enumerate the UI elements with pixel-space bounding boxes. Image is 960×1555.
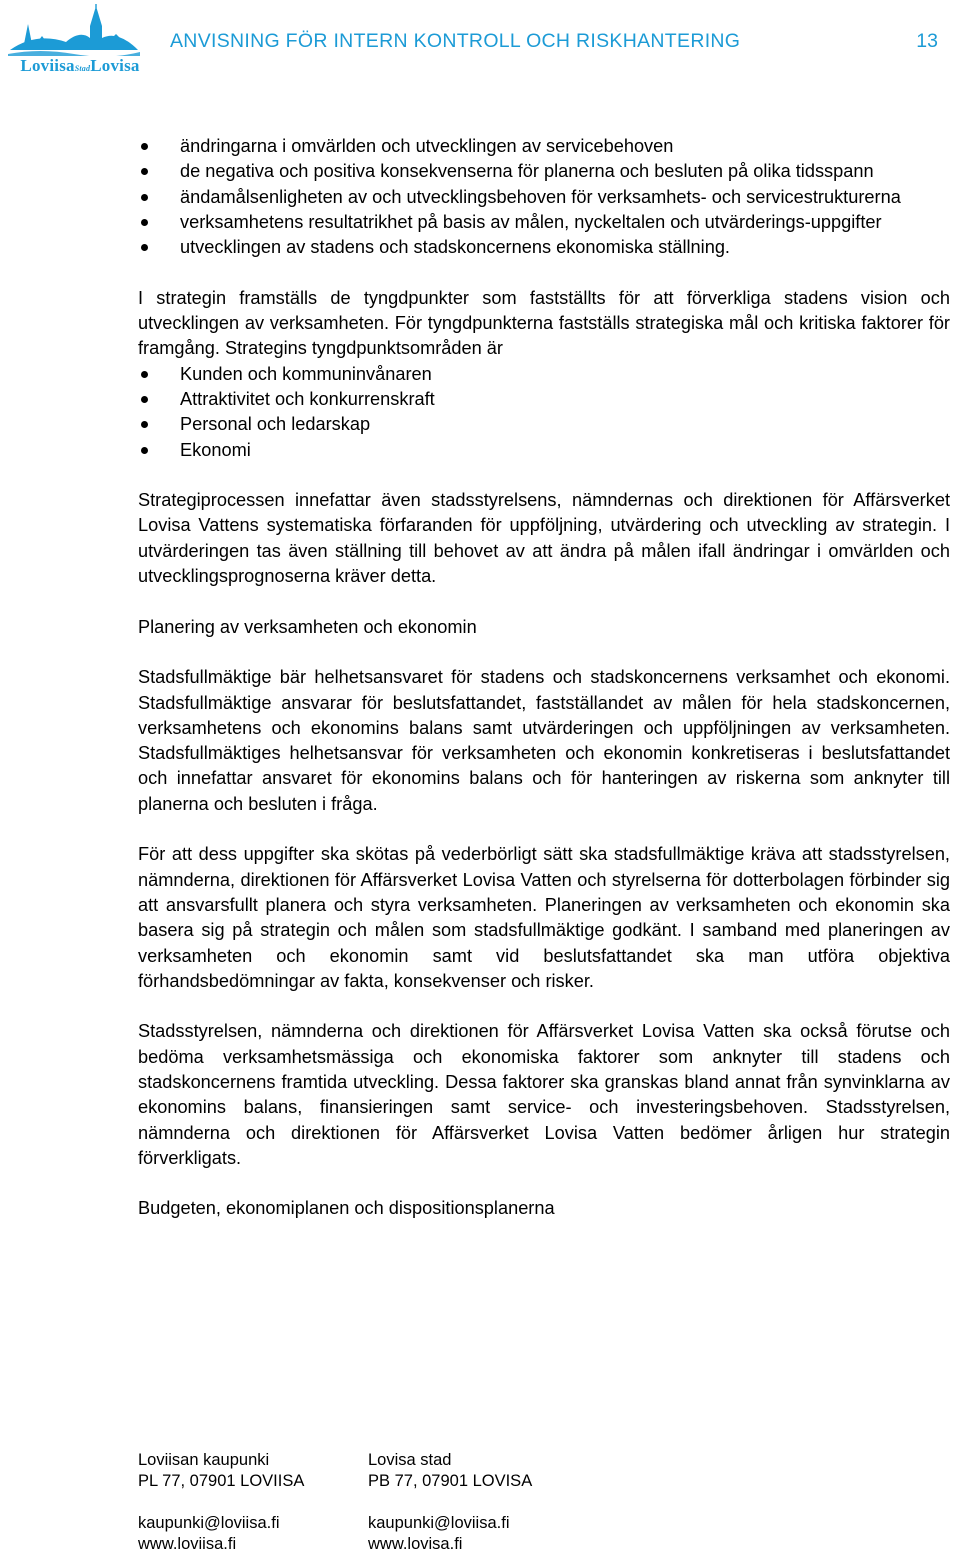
paragraph-strategy: I strategin framställs de tyngdpunkter som fastställts för att förverkliga stadens vision och utvecklingen av verksamheten. För tyngdpunkterna fastställs strategiska mål och kritiska faktorer för framgång. Strategins tyngdpunktsområden är	[138, 287, 950, 359]
footer-website: www.lovisa.fi	[368, 1535, 463, 1553]
list-item	[138, 185, 950, 210]
list-item-text: Attraktivitet och konkurrenskraft	[180, 388, 435, 409]
footer-org-name: Loviisan kaupunki	[138, 1451, 270, 1469]
footer-finnish-contact	[138, 1450, 304, 1555]
list-item-text: Ekonomi	[180, 439, 251, 460]
footer-swedish-contact	[368, 1450, 532, 1555]
document-body	[138, 134, 950, 1222]
footer-address: PL 77, 07901 LOVIISA	[138, 1472, 305, 1490]
bullet-list-focus-areas	[138, 362, 950, 463]
logo-text-sep: Stad	[74, 64, 91, 73]
list-item	[138, 387, 950, 412]
list-item-text: de negativa och positiva konsekvenserna för planerna och besluten på olika tidsspann	[180, 161, 874, 182]
list-item	[138, 362, 950, 387]
logo-text-right: Lovisa	[90, 56, 140, 75]
document-title: ANVISNING FÖR INTERN KONTROLL OCH RISKHANTERING	[170, 30, 741, 52]
paragraph-strategy-process: Strategiprocessen innefattar även stadsstyrelsens, nämndernas och direktionen för Affärsverket Lovisa Vattens systematiska förfaranden för uppföljning, utvärdering och utveckling av strategin. I utvärderingen tas även ställning till behovet av att ändra på målen ifall ändringar i omvärlden och utvecklingsprognoserna kräver detta.	[138, 490, 950, 587]
church-skyline-icon	[6, 4, 142, 56]
footer-email: kaupunki@loviisa.fi	[138, 1514, 280, 1532]
footer-address: PB 77, 07901 LOVISA	[368, 1472, 533, 1490]
paragraph-council-responsibility: Stadsfullmäktige bär helhetsansvaret för stadens och stadskoncernens verksamhet och ekonomi. Stadsfullmäktige ansvarar för beslutsfattandet, fastställandet av målen för hela stadskoncernen, verksamhetens och ekonomins balans samt utvärderingen och uppföljningen av verksamheten. Stadsfullmäktiges helhetsansvar för verksamheten och ekonomin konkretiseras i beslutsfattandet och innefattar ansvaret för ekonomins balans och för hanteringen av riskerna som anknyter till planerna och besluten i fråga.	[138, 667, 950, 814]
paragraph-board-assessment: Stadsstyrelsen, nämnderna och direktionen för Affärsverket Lovisa Vatten ska också förutse och bedöma verksamhetsmässiga och ekonomiska faktorer som anknyter till stadens och stadskoncernens framtida utveckling. Dessa faktorer ska granskas bland annat från synvinklarna av ekonomins balans, finansieringen samt service- och investeringsbehoven. Stadsstyrelsen, nämnderna och direktionen för Affärsverket Lovisa Vatten bedömer årligen hur strategin förverkligats.	[138, 1021, 950, 1168]
page-number: 13	[916, 30, 938, 52]
list-item	[138, 134, 950, 159]
logo-wordmark	[12, 56, 148, 76]
footer-website: www.loviisa.fi	[138, 1535, 237, 1553]
list-item-text: utvecklingen av stadens och stadskoncernens ekonomiska ställning.	[180, 237, 730, 258]
list-item-text: Personal och ledarskap	[180, 414, 371, 435]
list-item	[138, 235, 950, 260]
city-logo	[6, 4, 142, 74]
section-heading-budget: Budgeten, ekonomiplanen och dispositionsplanerna	[138, 1198, 555, 1219]
list-item	[138, 412, 950, 437]
list-item-text: Kunden och kommuninvånaren	[180, 363, 432, 384]
list-item	[138, 438, 950, 463]
list-item	[138, 159, 950, 184]
list-item-text: verksamhetens resultatrikhet på basis av målen, nyckeltalen och utvärderings-uppgifter	[180, 211, 882, 232]
paragraph-council-duties: För att dess uppgifter ska skötas på vederbörligt sätt ska stadsfullmäktige kräva att stadsstyrelsen, nämnderna, direktionen för Affärsverket Lovisa Vatten och styrelserna för dotterbolagen förbinder sig att ansvarsfullt planera och styra verksamheten. Planeringen av verksamheten och ekonomin ska basera sig på strategin och målen som stadsfullmäktige godkänt. I samband med planeringen av verksamheten och ekonomin samt vid beslutsfattandet ska man utföra objektiva förhandsbedömningar av fakta, konsekvenser och risker.	[138, 844, 950, 991]
logo-text-left: Loviisa	[20, 56, 75, 75]
list-item	[138, 210, 950, 235]
list-item-text: ändringarna i omvärlden och utvecklingen av servicebehoven	[180, 136, 674, 156]
bullet-list-considerations	[138, 134, 950, 260]
section-heading-planning: Planering av verksamheten och ekonomin	[138, 616, 477, 637]
footer-org-name: Lovisa stad	[368, 1451, 452, 1469]
page-header	[0, 0, 960, 80]
footer-email: kaupunki@loviisa.fi	[368, 1514, 510, 1532]
list-item-text: ändamålsenligheten av och utvecklingsbehoven för verksamhets- och servicestrukturerna	[180, 186, 901, 207]
